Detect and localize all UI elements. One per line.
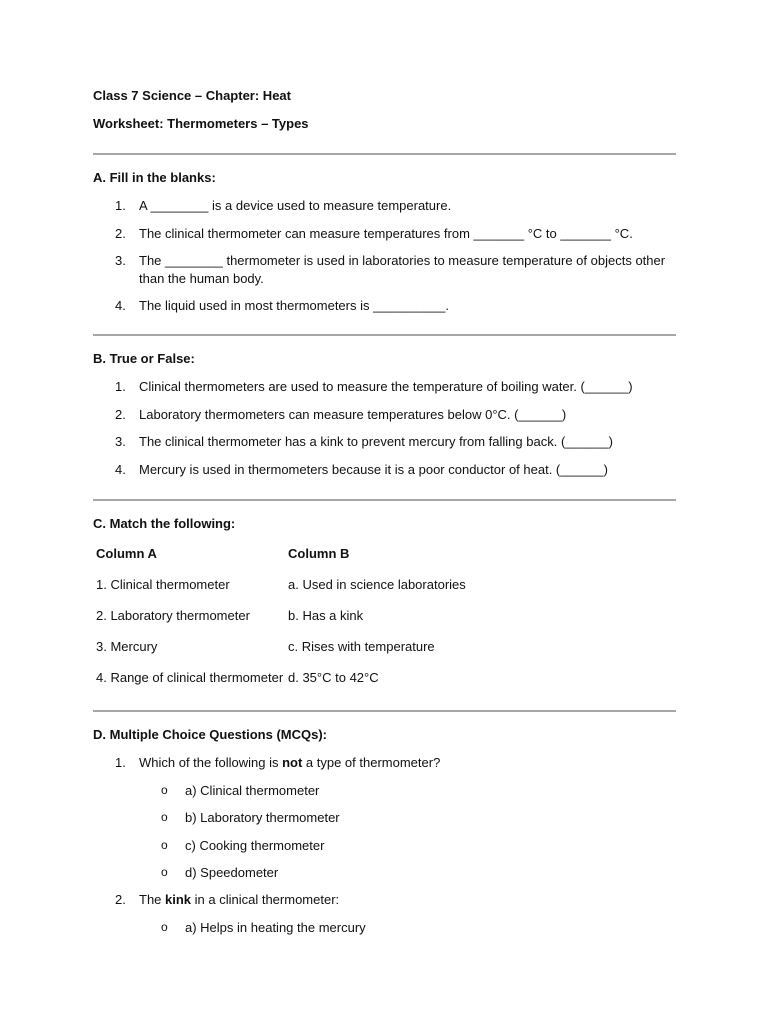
question-text: Which of the following is not a type of thermometer? [139, 755, 441, 770]
column-a-cell: 3. Mercury [96, 639, 158, 654]
column-b-cell: a. Used in science laboratories [288, 577, 466, 592]
column-b-cell: b. Has a kink [288, 608, 364, 623]
section-d-heading: D. Multiple Choice Questions (MCQs): [93, 727, 328, 742]
divider [93, 334, 676, 336]
circle-bullet-icon: o [161, 837, 168, 852]
column-a-cell: 4. Range of clinical thermometer [96, 670, 284, 685]
circle-bullet-icon: o [161, 919, 168, 934]
q2-options [93, 919, 366, 947]
section-d-list-2 [93, 891, 676, 919]
divider [93, 499, 676, 501]
list-item: 2. Laboratory thermometers can measure temperatures below 0°C. (______) [115, 406, 567, 422]
option-text: b) Laboratory thermometer [185, 810, 340, 825]
circle-bullet-icon: o [161, 865, 168, 879]
divider [93, 153, 676, 155]
column-b-header: Column B [288, 546, 350, 561]
option-text: a) Helps in heating the mercury [185, 919, 366, 935]
question-text: The liquid used in most thermometers is __________. [139, 298, 450, 313]
column-a-header: Column A [96, 546, 157, 561]
list-item [93, 782, 340, 810]
option-text: c) Cooking thermometer [185, 837, 325, 853]
question-text: Mercury is used in thermometers because it is a poor conductor of heat. (______) [139, 461, 608, 477]
emphasis-text: kink [165, 892, 192, 907]
option-text: d) Speedometer [185, 865, 279, 880]
circle-bullet-icon: o [161, 782, 168, 797]
list-item [93, 919, 366, 947]
list-item: 1. A ________ is a device used to measure temperature. [115, 198, 452, 213]
question-text: Clinical thermometers are used to measure the temperature of boiling water. (______) [139, 379, 633, 394]
section-a-heading: A. Fill in the blanks: [93, 170, 216, 185]
question-text: The ________ thermometer is used in laboratories to measure temperature of objects other than the human body. [139, 253, 666, 286]
worksheet-class-title: Class 7 Science – Chapter: Heat [93, 88, 291, 103]
question-text: The clinical thermometer can measure temperatures from _______ °C to _______ °C. [139, 225, 633, 241]
list-item: 3. The ________ thermometer is used in laboratories to measure temperature of objects other than the human body. [115, 253, 666, 286]
circle-bullet-icon: o [161, 810, 168, 824]
list-item [93, 837, 340, 865]
list-item: 1. Which of the following is not a type of thermometer? [115, 755, 441, 770]
column-b-cell: c. Rises with temperature [288, 639, 435, 654]
question-text: Laboratory thermometers can measure temperatures below 0°C. (______) [139, 406, 567, 422]
list-item: 4. The liquid used in most thermometers is __________. [115, 298, 450, 313]
list-item: 2. The kink in a clinical thermometer: [115, 892, 340, 907]
list-item: 1. Clinical thermometers are used to measure the temperature of boiling water. (______) [115, 379, 633, 394]
list-item: 3. The clinical thermometer has a kink to prevent mercury from falling back. (______) [115, 434, 613, 449]
section-a-list [93, 197, 676, 325]
emphasis-text: not [282, 755, 303, 770]
list-item [93, 809, 340, 837]
section-d-list [93, 754, 676, 782]
q1-options [93, 782, 340, 892]
list-item: 2. The clinical thermometer can measure temperatures from _______ °C to _______ °C. [115, 225, 633, 241]
column-a-cell: 2. Laboratory thermometer [96, 608, 250, 623]
section-b-heading: B. True or False: [93, 351, 195, 366]
list-item: 4. Mercury is used in thermometers because it is a poor conductor of heat. (______) [115, 461, 608, 477]
question-text: The clinical thermometer has a kink to prevent mercury from falling back. (______) [139, 434, 613, 449]
question-text: The kink in a clinical thermometer: [139, 892, 340, 907]
option-text: a) Clinical thermometer [185, 782, 320, 798]
section-b-list [93, 378, 676, 488]
worksheet-subtitle: Worksheet: Thermometers – Types [93, 116, 309, 131]
list-item [93, 864, 340, 892]
column-b-cell: d. 35°C to 42°C [288, 670, 379, 685]
section-c-heading: C. Match the following: [93, 516, 236, 531]
divider [93, 710, 676, 712]
column-a-cell: 1. Clinical thermometer [96, 577, 230, 592]
question-text: A ________ is a device used to measure temperature. [139, 198, 452, 213]
